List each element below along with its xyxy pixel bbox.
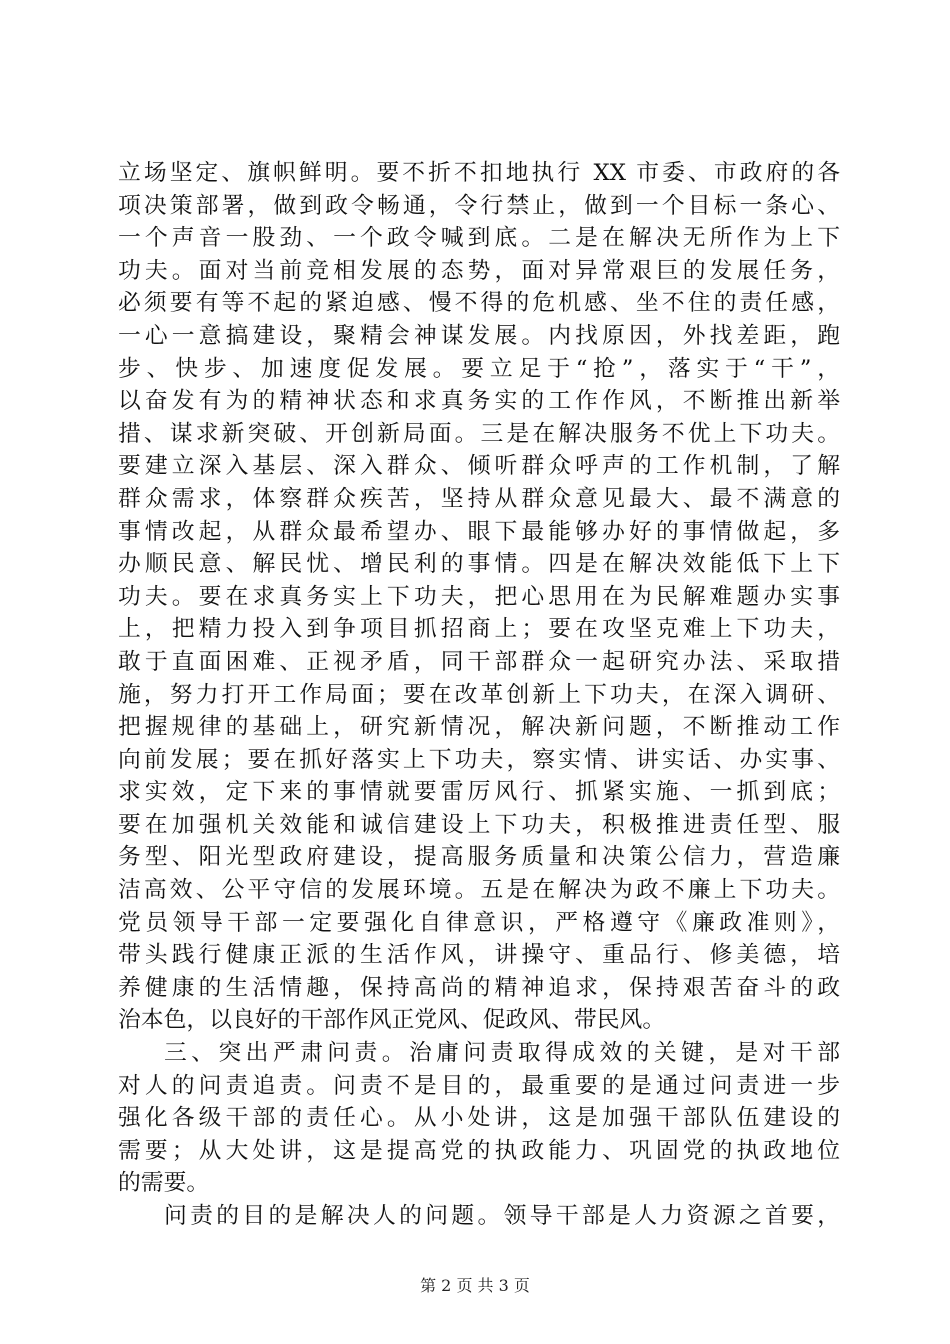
text-line: 要建立深入基层、深入群众、倾听群众呼声的工作机制，了解 (118, 453, 840, 480)
text-line: 一个声音一股劲、一个政令喊到底。二是在解决无所作为上下 (118, 225, 840, 252)
text-line: 求实效，定下来的事情就要雷厉风行、抓紧实施、一抓到底； (118, 779, 840, 806)
text-line: 把握规律的基础上，研究新情况，解决新问题，不断推动工作 (118, 714, 840, 741)
text-line: 办顺民意、解民忧、增民利的事情。四是在解决效能低下上下 (118, 551, 840, 578)
text-line: 强化各级干部的责任心。从小处讲，这是加强干部队伍建设的 (118, 1105, 840, 1132)
text-line: 功夫。要在求真务实上下功夫，把心思用在为民解难题办实事 (118, 583, 840, 610)
text-line: 对人的问责追责。问责不是目的，最重要的是通过问责进一步 (118, 1072, 840, 1099)
text-line: 三、突出严肃问责。治庸问责取得成效的关键，是对干部 (164, 1040, 840, 1067)
text-line: 步、快步、加速度促发展。要立足于“抢”，落实于“干”， (118, 355, 840, 382)
body-text (118, 157, 840, 1233)
text-line: 必须要有等不起的紧迫感、慢不得的危机感、坐不住的责任感， (118, 290, 840, 317)
text-line: 养健康的生活情趣，保持高尚的精神追求，保持艰苦奋斗的政 (118, 974, 840, 1001)
text-line: 措、谋求新突破、开创新局面。三是在解决服务不优上下功夫。 (118, 420, 840, 447)
text-line: 群众需求，体察群众疾苦，坚持从群众意见最大、最不满意的 (118, 485, 840, 512)
text-line: 一心一意搞建设，聚精会神谋发展。内找原因，外找差距，跑 (118, 322, 840, 349)
text-line: 项决策部署，做到政令畅通，令行禁止，做到一个目标一条心、 (118, 192, 840, 219)
text-line: 敢于直面困难、正视矛盾，同干部群众一起研究办法、采取措 (118, 648, 840, 675)
text-line: 洁高效、公平守信的发展环境。五是在解决为政不廉上下功夫。 (118, 877, 840, 904)
text-line: 要在加强机关效能和诚信建设上下功夫，积极推进责任型、服 (118, 811, 840, 838)
text-line: 带头践行健康正派的生活作风，讲操守、重品行、修美德，培 (118, 942, 840, 969)
text-line: 治本色，以良好的干部作风正党风、促政风、带民风。 (118, 1007, 666, 1034)
text-line: 功夫。面对当前竞相发展的态势，面对异常艰巨的发展任务， (118, 257, 840, 284)
text-line: 以奋发有为的精神状态和求真务实的工作作风，不断推出新举 (118, 388, 840, 415)
page-footer: 第 2 页 共 3 页 (420, 1276, 530, 1295)
text-line: 务型、阳光型政府建设，提高服务质量和决策公信力，营造廉 (118, 844, 840, 871)
text-line: 的需要。 (118, 1170, 210, 1197)
text-line: 上，把精力投入到争项目抓招商上；要在攻坚克难上下功夫， (118, 616, 840, 643)
text-line: 立场坚定、旗帜鲜明。要不折不扣地执行 XX 市委、市政府的各 (118, 160, 840, 186)
text-line: 施，努力打开工作局面；要在改革创新上下功夫，在深入调研、 (118, 681, 840, 708)
text-line: 向前发展；要在抓好落实上下功夫，察实情、讲实话、办实事、 (118, 746, 840, 773)
text-line: 问责的目的是解决人的问题。领导干部是人力资源之首要， (164, 1203, 840, 1229)
text-line: 党员领导干部一定要强化自律意识，严格遵守《廉政准则》， (118, 909, 840, 936)
text-line: 需要；从大处讲，这是提高党的执政能力、巩固党的执政地位 (118, 1137, 840, 1164)
text-line: 事情改起，从群众最希望办、眼下最能够办好的事情做起，多 (118, 518, 840, 545)
